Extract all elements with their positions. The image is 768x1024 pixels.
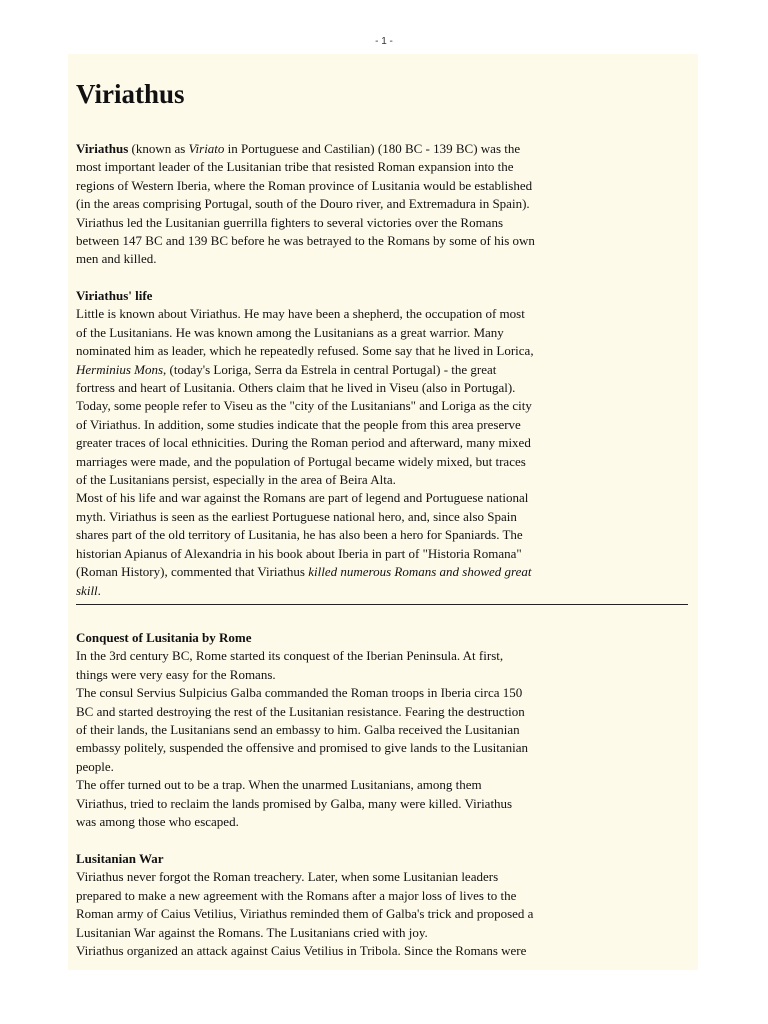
text-run: marriages were made, and the population of Portugal became widely mixed, but traces: [76, 453, 526, 469]
text-run: shares part of the old territory of Lusitania, he has also been a hero for Spaniards. The: [76, 527, 523, 543]
section-heading-life: Viriathus' life: [76, 288, 153, 303]
text-line: [76, 758, 688, 776]
text-line: [76, 232, 688, 250]
text-run: of Viriathus. In addition, some studies indicate that the people from this area preserve: [76, 416, 521, 432]
text-run: In the 3rd century BC, Rome started its conquest of the Iberian Peninsula. At first,: [76, 648, 504, 664]
italic-text: skill: [76, 582, 98, 598]
text-run: people.: [76, 758, 114, 774]
text-run: Viriathus led the Lusitanian guerrilla fighters to several victories over the Romans: [76, 214, 504, 230]
text-run: .: [97, 582, 101, 598]
text-line: [76, 526, 688, 544]
text-line: [76, 703, 688, 721]
section-conquest: [76, 629, 688, 831]
italic-text: Herminius Mons: [76, 361, 164, 377]
text-line: [76, 177, 688, 195]
section-heading-war: Lusitanian War: [76, 851, 164, 866]
text-line: [76, 305, 688, 323]
italic-text: killed numerous Romans and showed great: [308, 564, 532, 580]
text-run: , (today's Loriga, Serra da Estrela in central Portugal) - the great: [163, 361, 497, 377]
text-run: The offer turned out to be a trap. When the unarmed Lusitanians, among them: [76, 777, 482, 793]
text-line: [76, 582, 688, 600]
text-run: fortress and heart of Lusitania. Others claim that he lived in Viseu (also in Portugal).: [76, 380, 516, 396]
text-line: [76, 416, 688, 434]
text-line: [76, 361, 688, 379]
bold-text: Viriathus: [76, 141, 129, 156]
text-line: [76, 489, 688, 507]
text-line: [76, 508, 688, 526]
text-line: [76, 942, 688, 960]
section-war-body: [76, 868, 688, 960]
text-line: [76, 140, 688, 158]
text-line: [76, 666, 688, 684]
text-run: was among those who escaped.: [76, 814, 239, 830]
text-run: of the Lusitanians persist, especially in the area of Beira Alta.: [76, 472, 396, 488]
text-line: [76, 739, 688, 757]
text-line: [76, 563, 688, 581]
text-run: nominated him as leader, which he repeatedly refused. Some say that he lived in Lorica,: [76, 343, 534, 359]
text-run: of the Lusitanians. He was known among the Lusitanians as a great warrior. Many: [76, 324, 504, 340]
text-run: of their lands, the Lusitanians send an embassy to him. Galba received the Lusitanian: [76, 722, 520, 738]
text-line: [76, 905, 688, 923]
text-line: [76, 868, 688, 886]
text-line: [76, 453, 688, 471]
text-run: men and killed.: [76, 251, 157, 267]
text-run: (in the areas comprising Portugal, south of the Douro river, and Extremadura in Spain).: [76, 196, 530, 212]
intro-paragraph: [76, 140, 688, 269]
text-line: [76, 434, 688, 452]
text-line: [76, 647, 688, 665]
text-line: [76, 887, 688, 905]
text-run: between 147 BC and 139 BC before he was betrayed to the Romans by some of his own: [76, 233, 535, 249]
text-line: [76, 214, 688, 232]
text-line: [76, 924, 688, 942]
text-line: [76, 342, 688, 360]
text-run: prepared to make a new agreement with the Romans after a major loss of lives to the: [76, 887, 517, 903]
section-conquest-body: [76, 647, 688, 831]
italic-text: Viriato: [188, 141, 225, 156]
text-run: BC and started destroying the rest of the Lusitanian resistance. Fearing the destruction: [76, 703, 525, 719]
text-run: Viriathus never forgot the Roman treachery. Later, when some Lusitanian leaders: [76, 869, 499, 885]
text-run: Most of his life and war against the Romans are part of legend and Portuguese national: [76, 490, 529, 506]
article-panel: [68, 54, 698, 970]
text-run: Lusitanian War against the Romans. The Lusitanians cried with joy.: [76, 924, 428, 940]
text-line: [76, 324, 688, 342]
text-run: greater traces of local ethnicities. During the Roman period and afterward, many mixed: [76, 435, 531, 451]
text-line: [76, 545, 688, 563]
text-run: in Portuguese and Castilian) (180 BC - 139 BC) was the: [224, 141, 521, 156]
horizontal-rule: [76, 604, 688, 605]
text-run: Viriathus organized an attack against Caius Vetilius in Tribola. Since the Romans were: [76, 943, 527, 959]
text-run: (Roman History), commented that Viriathus: [76, 564, 309, 580]
text-line: [76, 795, 688, 813]
text-run: regions of Western Iberia, where the Roman province of Lusitania would be established: [76, 177, 533, 193]
text-line: [76, 195, 688, 213]
section-heading-conquest: Conquest of Lusitania by Rome: [76, 630, 252, 645]
text-run: (known as: [128, 141, 189, 156]
article-title: Viriathus: [76, 79, 185, 109]
text-run: Little is known about Viriathus. He may have been a shepherd, the occupation of most: [76, 306, 525, 322]
text-run: things were very easy for the Romans.: [76, 666, 276, 682]
text-line: [76, 721, 688, 739]
text-line: [76, 471, 688, 489]
text-run: Roman army of Caius Vetilius, Viriathus reminded them of Galba's trick and proposed a: [76, 906, 534, 922]
section-life-body: [76, 305, 688, 600]
page-number: - 1 -: [375, 36, 393, 47]
text-line: [76, 813, 688, 831]
text-line: [76, 250, 688, 268]
text-run: myth. Viriathus is seen as the earliest Portuguese national hero, and, since also Spain: [76, 508, 517, 524]
section-life: [76, 287, 688, 600]
text-run: The consul Servius Sulpicius Galba commanded the Roman troops in Iberia circa 150: [76, 685, 523, 701]
section-war: [76, 850, 688, 960]
text-line: [76, 776, 688, 794]
text-run: Viriathus, tried to reclaim the lands promised by Galba, many were killed. Viriathus: [76, 795, 513, 811]
text-run: embassy politely, suspended the offensive and promised to give lands to the Lusitanian: [76, 740, 529, 756]
text-run: Today, some people refer to Viseu as the "city of the Lusitanians" and Loriga as the city: [76, 398, 532, 414]
text-line: [76, 684, 688, 702]
text-line: [76, 397, 688, 415]
text-run: most important leader of the Lusitanian tribe that resisted Roman expansion into the: [76, 159, 514, 175]
text-line: [76, 158, 688, 176]
text-line: [76, 379, 688, 397]
text-run: historian Apianus of Alexandria in his book about Iberia in part of "Historia Romana": [76, 545, 522, 561]
